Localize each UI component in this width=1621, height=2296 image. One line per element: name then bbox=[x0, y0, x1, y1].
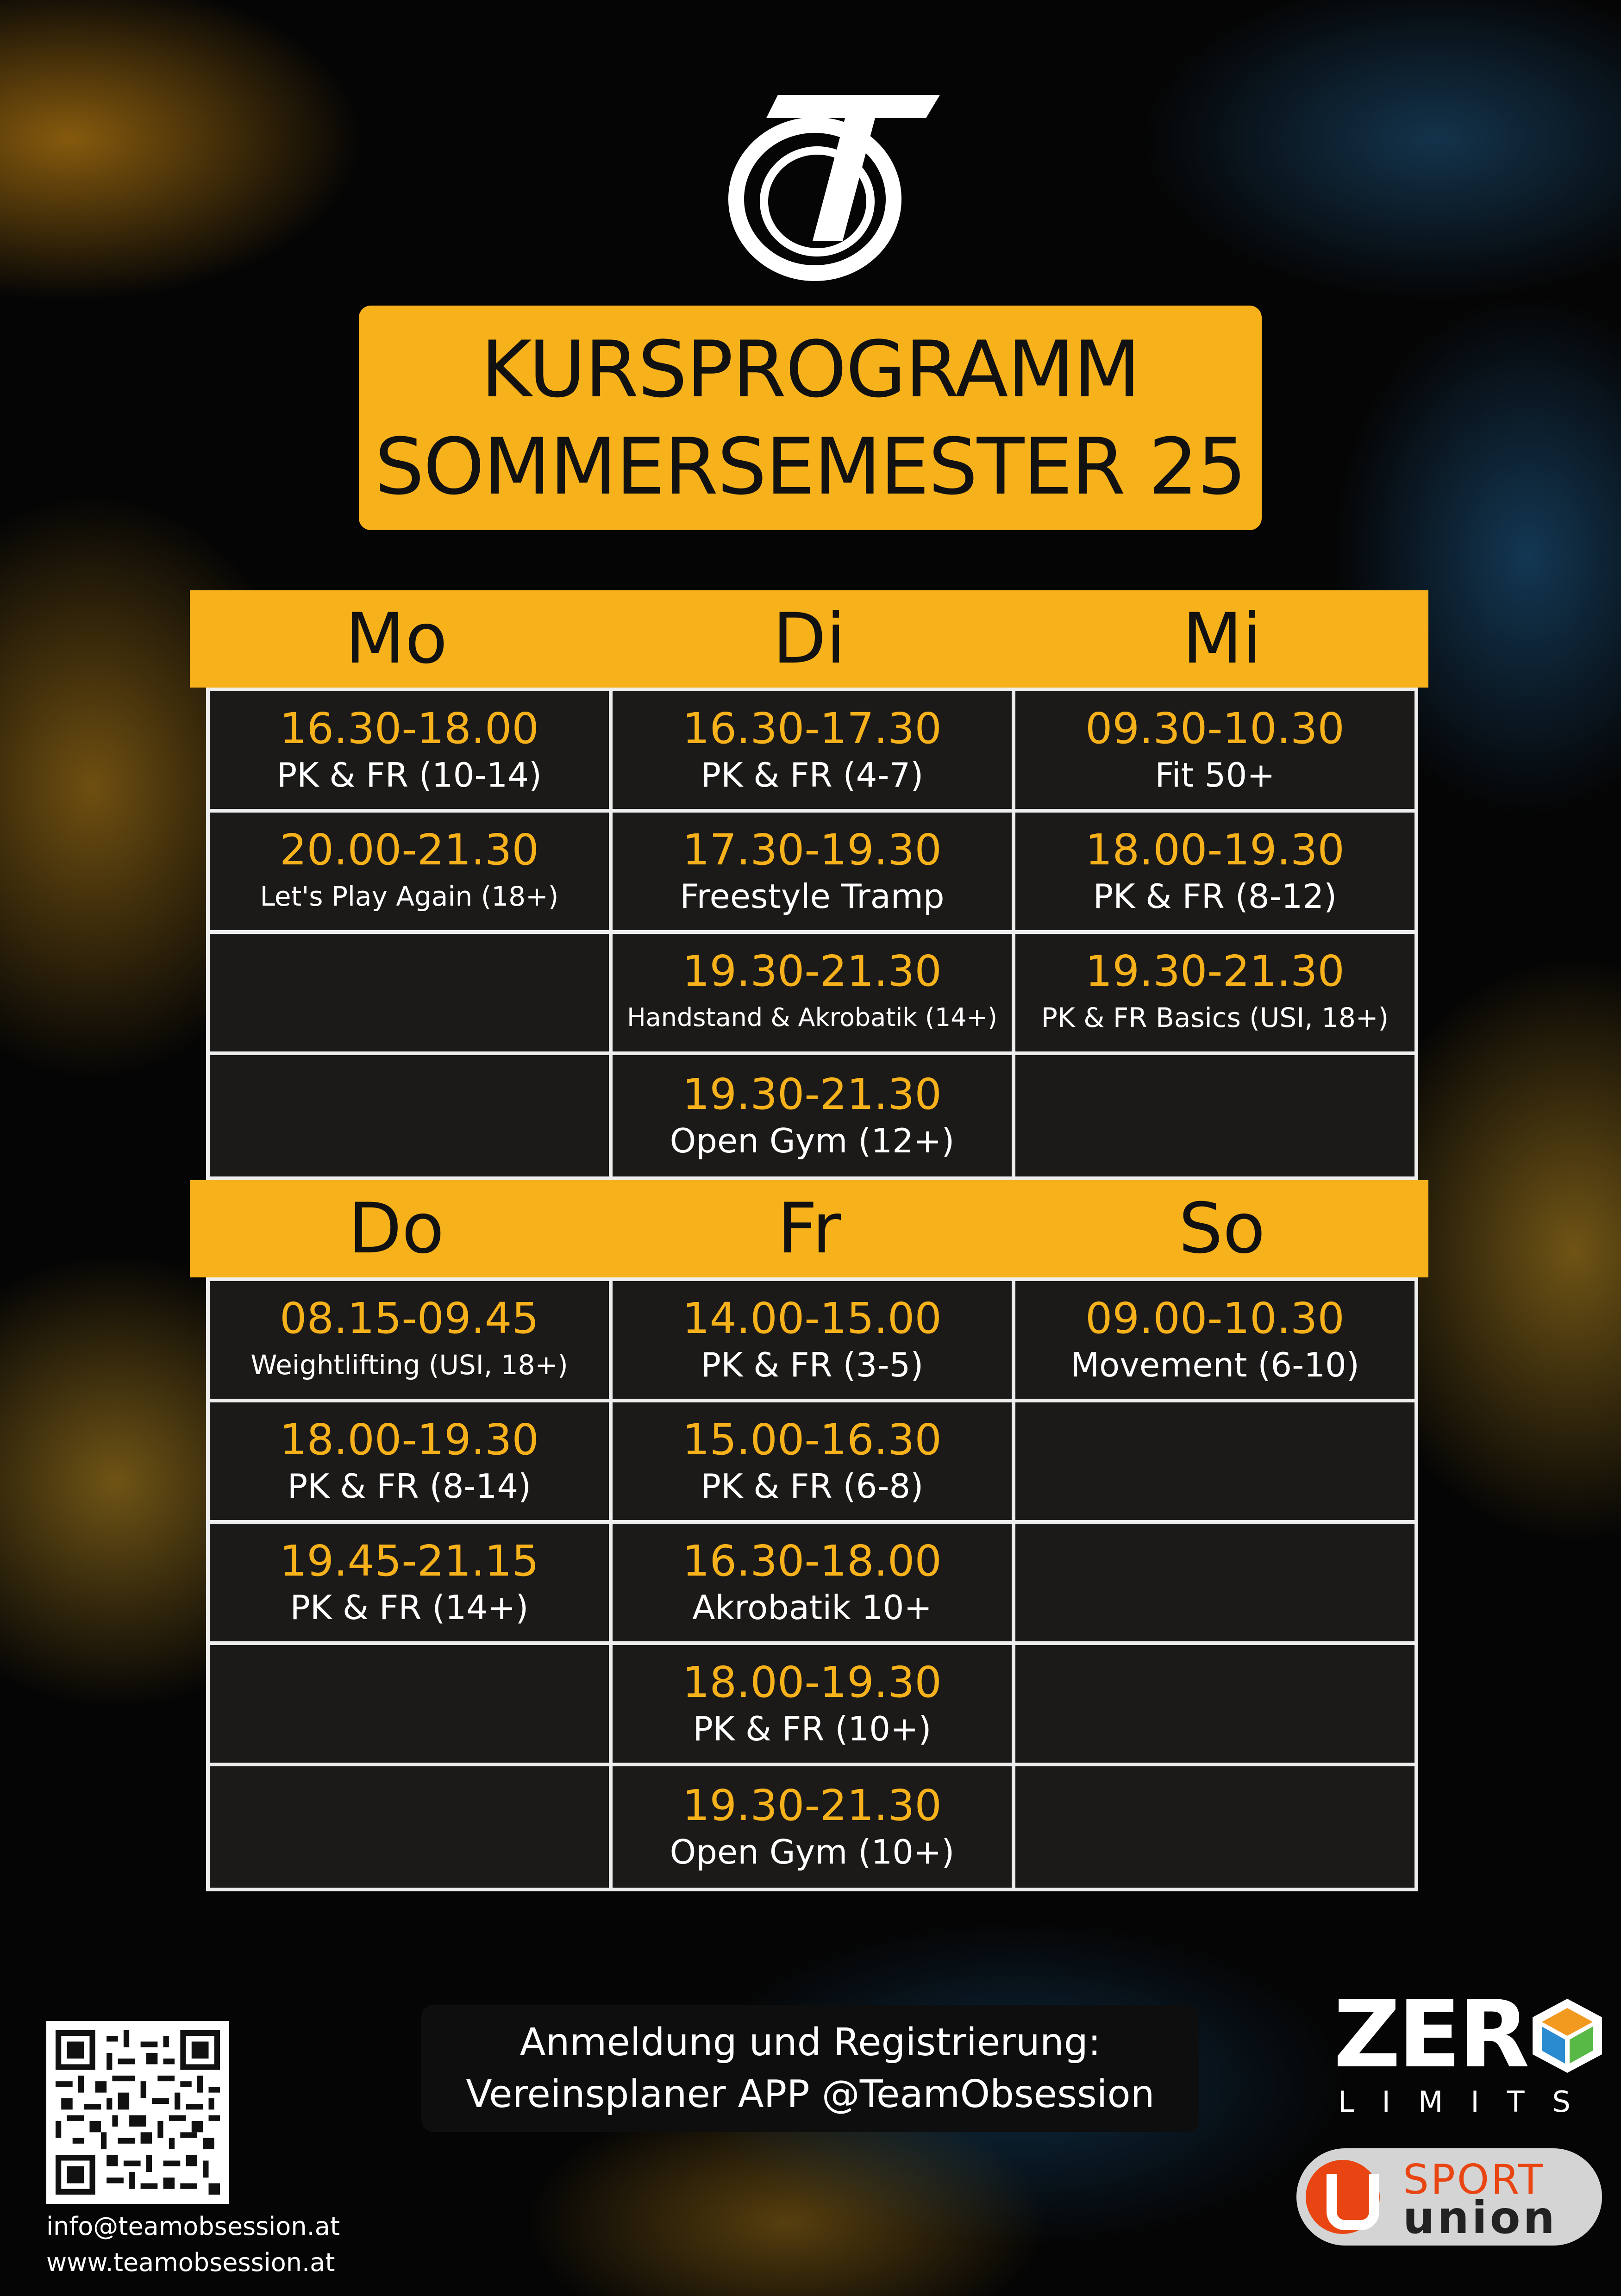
course-name: PK & FR (3-5) bbox=[701, 1345, 924, 1384]
course-time: 20.00-21.30 bbox=[280, 825, 539, 875]
sport-word: SPORT bbox=[1403, 2156, 1545, 2203]
course-name: Weightlifting (USI, 18+) bbox=[250, 1349, 568, 1381]
course-cell bbox=[210, 1524, 613, 1645]
course-name: PK & FR (4-7) bbox=[701, 756, 924, 795]
course-cell bbox=[210, 1281, 613, 1402]
website-link[interactable]: www.teamobsession.at bbox=[46, 2248, 335, 2277]
course-cell bbox=[210, 1402, 613, 1524]
course-time: 08.15-09.45 bbox=[280, 1294, 539, 1343]
contact-info bbox=[46, 2208, 340, 2281]
course-name: PK & FR (10-14) bbox=[276, 756, 542, 795]
course-time: 09.00-10.30 bbox=[1085, 1294, 1345, 1343]
zero-limits-logo bbox=[1333, 1981, 1607, 2125]
course-time: 19.45-21.15 bbox=[280, 1536, 539, 1586]
email-link[interactable]: info@teamobsession.at bbox=[46, 2212, 340, 2241]
course-cell bbox=[613, 691, 1015, 813]
day-header-week2 bbox=[190, 1180, 1428, 1277]
course-time: 16.30-18.00 bbox=[682, 1536, 942, 1586]
title-line-1: KURSPROGRAMM bbox=[481, 324, 1140, 415]
course-time: 16.30-18.00 bbox=[280, 704, 539, 753]
course-cell bbox=[1015, 1281, 1418, 1402]
course-cell bbox=[1015, 691, 1418, 813]
course-time: 18.00-19.30 bbox=[280, 1415, 539, 1464]
course-time: 19.30-21.30 bbox=[682, 1070, 942, 1119]
day-tuesday: Di bbox=[772, 599, 846, 679]
course-cell bbox=[613, 934, 1015, 1055]
course-cell bbox=[613, 1645, 1015, 1766]
day-wednesday: Mi bbox=[1182, 599, 1262, 679]
course-name: PK & FR (14+) bbox=[290, 1588, 529, 1627]
course-time: 19.30-21.30 bbox=[682, 1781, 942, 1830]
course-name: PK & FR (10+) bbox=[693, 1709, 932, 1748]
day-friday: Fr bbox=[777, 1189, 841, 1269]
course-time: 15.00-16.30 bbox=[682, 1415, 942, 1464]
day-monday: Mo bbox=[345, 599, 448, 679]
title-banner bbox=[359, 306, 1262, 530]
registration-line-1: Anmeldung und Registrierung: bbox=[519, 2020, 1101, 2065]
course-name: Open Gym (10+) bbox=[670, 1833, 955, 1871]
course-name: PK & FR Basics (USI, 18+) bbox=[1041, 1002, 1389, 1033]
course-cell bbox=[613, 1524, 1015, 1645]
empty-cell bbox=[1015, 1766, 1418, 1891]
empty-cell bbox=[210, 1645, 613, 1766]
course-cell bbox=[613, 1766, 1015, 1891]
course-name: PK & FR (8-12) bbox=[1093, 877, 1337, 916]
course-cell bbox=[1015, 813, 1418, 934]
zero-limits-subtitle: LIMITS bbox=[1338, 2085, 1598, 2119]
course-name: Akrobatik 10+ bbox=[692, 1588, 932, 1627]
course-cell bbox=[613, 813, 1015, 934]
qr-code-icon[interactable] bbox=[46, 2021, 229, 2204]
team-obsession-logo-icon bbox=[722, 88, 945, 282]
zero-limits-cube-icon bbox=[1528, 1996, 1607, 2075]
empty-cell bbox=[210, 1055, 613, 1180]
course-time: 14.00-15.00 bbox=[682, 1294, 942, 1343]
course-name: PK & FR (8-14) bbox=[287, 1467, 532, 1506]
title-line-2: SOMMERSEMESTER 25 bbox=[375, 421, 1246, 512]
course-cell bbox=[613, 1055, 1015, 1180]
course-cell bbox=[210, 691, 613, 813]
course-name: Open Gym (12+) bbox=[670, 1121, 955, 1160]
empty-cell bbox=[1015, 1402, 1418, 1524]
course-name: Handstand & Akrobatik (14+) bbox=[627, 1003, 997, 1032]
empty-cell bbox=[1015, 1645, 1418, 1766]
day-sunday: So bbox=[1178, 1189, 1265, 1269]
schedule-grid-week2 bbox=[206, 1277, 1418, 1891]
empty-cell bbox=[210, 934, 613, 1055]
course-time: 19.30-21.30 bbox=[1085, 946, 1345, 996]
day-header-week1 bbox=[190, 590, 1428, 688]
registration-box bbox=[421, 2005, 1199, 2132]
sport-union-u-icon bbox=[1306, 2160, 1380, 2234]
course-cell bbox=[613, 1281, 1015, 1402]
course-name: Fit 50+ bbox=[1155, 756, 1275, 795]
schedule bbox=[190, 590, 1428, 1891]
course-cell bbox=[613, 1402, 1015, 1524]
course-time: 17.30-19.30 bbox=[682, 825, 942, 875]
empty-cell bbox=[1015, 1055, 1418, 1180]
course-name: Freestyle Tramp bbox=[680, 877, 945, 916]
course-time: 19.30-21.30 bbox=[682, 946, 942, 996]
empty-cell bbox=[210, 1766, 613, 1891]
course-time: 09.30-10.30 bbox=[1085, 704, 1345, 753]
course-cell bbox=[1015, 934, 1418, 1055]
course-time: 18.00-19.30 bbox=[682, 1658, 942, 1707]
schedule-grid-week1 bbox=[206, 688, 1418, 1180]
sport-union-logo bbox=[1296, 2148, 1602, 2246]
course-cell bbox=[210, 813, 613, 934]
course-time: 18.00-19.30 bbox=[1085, 825, 1345, 875]
empty-cell bbox=[1015, 1524, 1418, 1645]
course-name: Movement (6-10) bbox=[1070, 1345, 1359, 1384]
course-name: Let's Play Again (18+) bbox=[260, 881, 559, 912]
course-name: PK & FR (6-8) bbox=[701, 1467, 924, 1506]
day-thursday: Do bbox=[348, 1189, 444, 1269]
registration-line-2: Vereinsplaner APP @TeamObsession bbox=[466, 2072, 1155, 2116]
union-word: union bbox=[1403, 2192, 1558, 2244]
zero-limits-wordmark: ZER bbox=[1333, 1981, 1527, 2089]
course-time: 16.30-17.30 bbox=[682, 704, 942, 753]
